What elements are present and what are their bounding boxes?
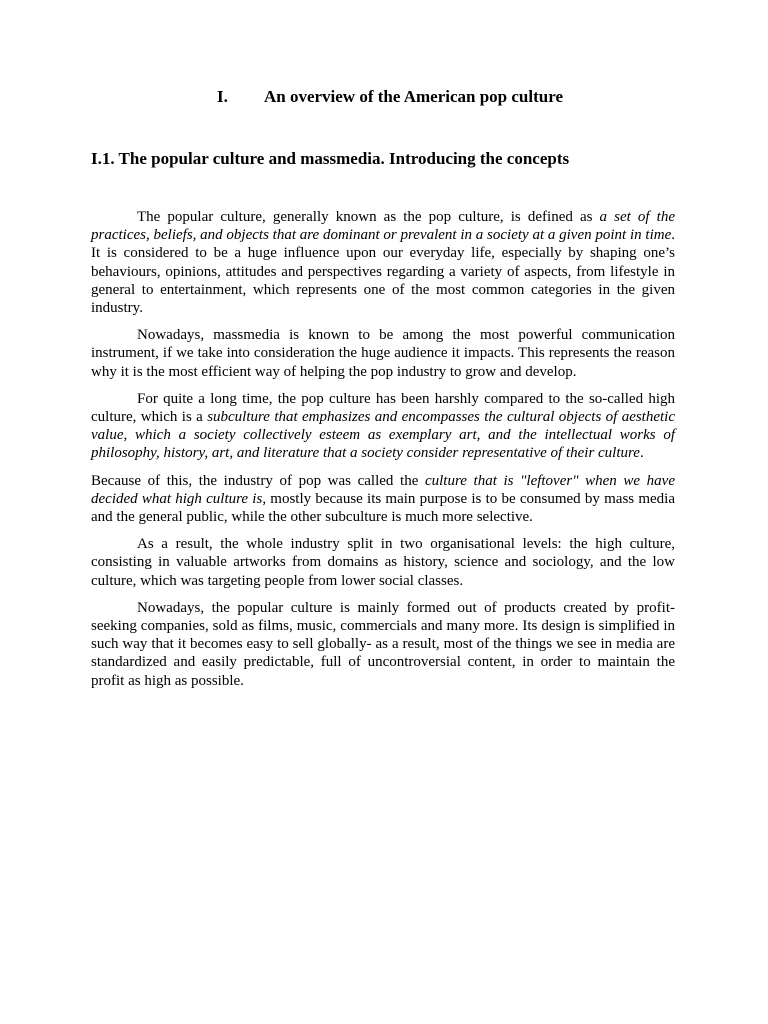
chapter-number: I. [216,87,228,106]
section-heading: I.1. The popular culture and massmedia. Introducing the concepts [91,149,570,168]
chapter-heading [0,86,768,108]
paragraph-text: The popular culture, generally known as the pop culture, is defined as [137,209,600,225]
paragraph-3 [91,390,675,463]
paragraph-text: Because of this, the industry of pop was called the [91,472,425,489]
paragraph-2: Nowadays, massmedia is known to be among the most powerful communication instrument, if we take into consideration the huge audience it impacts. This represents the reason why it is the most efficient way of helping the pop industry to grow and develop. [91,327,675,380]
paragraph-text: . [639,445,644,462]
paragraph-6: Nowadays, the popular culture is mainly formed out of products created by profit-seeking companies, sold as films, music, commercials and many more. Its design is simplified in such way that it becomes easy to sell globally- as a result, most of the things we see in media are standardized and easily predictable, full of uncontroversial content, in order to maintain the profit as high as possible. [91,599,675,689]
definition-quote: a set of the practices, beliefs, and objects that are dominant or prevalent in a society at a given point in time [91,209,675,244]
paragraph-text: For quite a long time, the pop culture has been harshly compared to the so-called high culture, which is a [91,390,675,426]
body-text [91,208,675,699]
paragraph-4 [91,472,675,527]
paragraph-text: . It is considered to be a huge influence upon our everyday life, especially by shaping one’s behaviours, opinions, attitudes and perspectives regarding a variety of aspects, from lifestyle in general to entertainment, which represents one of the most common categories in the given industry. [91,227,675,317]
paragraph-1 [91,208,675,317]
definition-quote: subculture that emphasizes and encompasses the cultural objects of aesthetic value, which a society collectively esteem as exemplary art, and the intellectual works of philosophy, history, art, and literature that a society consider representative of their culture [91,409,676,462]
paragraph-5: As a result, the whole industry split in two organisational levels: the high culture, consisting in valuable artworks from domains as history, science and sociology, and the low culture, which was targeting people from lower social classes. [91,536,675,589]
definition-quote: culture that is "leftover" when we have decided what high culture is [91,472,675,507]
paragraph-text: , mostly because its main purpose is to be consumed by mass media and the general public, while the other subculture is much more selective. [91,490,675,526]
chapter-title: An overview of the American pop culture [263,87,564,106]
